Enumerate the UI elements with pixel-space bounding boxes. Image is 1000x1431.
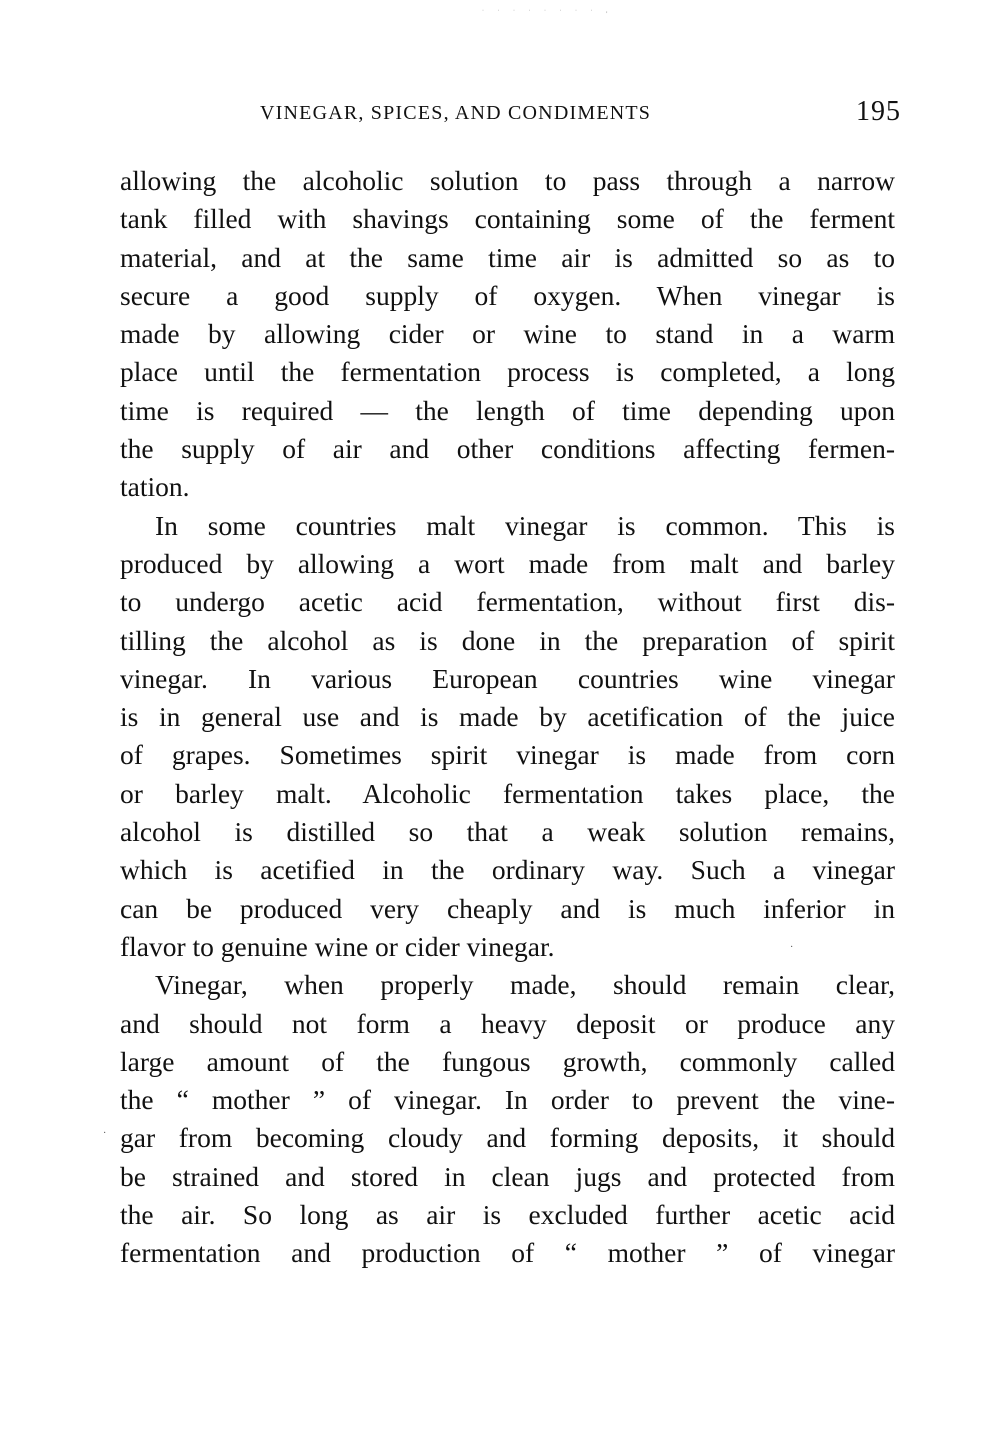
text-line: made by allowing cider or wine to stand in a warm	[120, 318, 895, 350]
text-line: or barley malt. Alcoholic fermentation takes place, the	[120, 777, 895, 809]
text-line: to undergo acetic acid fermentation, without first dis-	[120, 586, 895, 618]
text-line: which is acetified in the ordinary way. Such a vinegar	[120, 854, 895, 886]
text-line: tation.	[120, 471, 190, 503]
text-line: tank filled with shavings containing some of the ferment	[120, 203, 895, 235]
text-line: gar from becoming cloudy and forming deposits, it should	[120, 1122, 895, 1154]
scan-specks: · · · · · · · · ,	[482, 8, 614, 14]
text-line: can be produced very cheaply and is much inferior in	[120, 892, 895, 924]
running-title: VINEGAR, SPICES, AND CONDIMENTS	[260, 102, 652, 124]
text-line: In some countries malt vinegar is common. This is	[155, 509, 895, 541]
page-number: 195	[856, 96, 901, 127]
text-line: of grapes. Sometimes spirit vinegar is made from corn	[120, 739, 895, 771]
stray-mark: ·	[103, 1128, 107, 1139]
text-line: time is required — the length of time depending upon	[120, 394, 895, 426]
text-line: secure a good supply of oxygen. When vinegar is	[120, 279, 895, 311]
text-line: be strained and stored in clean jugs and protected from	[120, 1160, 895, 1192]
text-line: alcohol is distilled so that a weak solution remains,	[120, 816, 895, 848]
text-line: fermentation and production of “ mother ” of vinegar	[120, 1237, 895, 1269]
text-line: allowing the alcoholic solution to pass through a narrow	[120, 165, 895, 196]
text-line: place until the fermentation process is completed, a long	[120, 356, 895, 388]
body-text	[120, 162, 895, 1273]
stray-mark: ·	[790, 942, 794, 953]
running-head	[120, 96, 901, 132]
text-line: large amount of the fungous growth, commonly called	[120, 1045, 895, 1077]
text-line: tilling the alcohol as is done in the preparation of spirit	[120, 624, 895, 656]
text-line: Vinegar, when properly made, should remain clear,	[155, 969, 895, 1001]
text-line: material, and at the same time air is admitted so as to	[120, 241, 895, 273]
text-line: the supply of air and other conditions affecting fermen-	[120, 433, 895, 465]
text-line: is in general use and is made by acetification of the juice	[120, 701, 895, 733]
paragraph-3	[120, 966, 895, 1272]
text-line: the “ mother ” of vinegar. In order to prevent the vine-	[120, 1084, 895, 1116]
text-line: produced by allowing a wort made from malt and barley	[120, 547, 895, 579]
paragraph-1	[120, 162, 895, 507]
text-line: the air. So long as air is excluded further acetic acid	[120, 1199, 895, 1231]
paragraph-2	[120, 507, 895, 967]
text-line: vinegar. In various European countries wine vinegar	[120, 662, 895, 694]
text-line: flavor to genuine wine or cider vinegar.	[120, 930, 555, 962]
text-line: and should not form a heavy deposit or produce any	[120, 1007, 895, 1039]
